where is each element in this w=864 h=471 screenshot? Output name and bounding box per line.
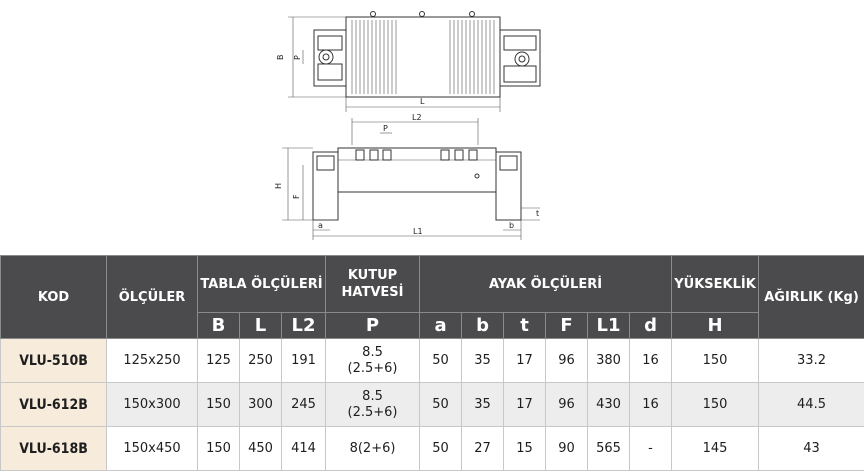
cell-L2: 245 [282, 383, 326, 427]
cell-L2: 191 [282, 339, 326, 383]
cell-P: 8(2+6) [326, 427, 420, 471]
table-row [1, 427, 864, 471]
cell-F: 90 [546, 427, 588, 471]
top-view [276, 12, 540, 113]
cell-olculer: 150x300 [107, 383, 198, 427]
cell-L1: 380 [588, 339, 630, 383]
cell-d: 16 [630, 383, 672, 427]
dim-label-b: b [509, 221, 514, 230]
cell-a: 50 [420, 339, 462, 383]
cell-P-line1: 8.5 [326, 345, 419, 361]
dim-label-L2: L2 [412, 113, 422, 122]
table-row [1, 339, 864, 383]
cell-L: 450 [240, 427, 282, 471]
cell-olculer: 150x450 [107, 427, 198, 471]
cell-b: 35 [462, 383, 504, 427]
cell-d: 16 [630, 339, 672, 383]
cell-P-line1: 8.5 [326, 389, 419, 405]
col-header-kod: KOD [1, 256, 107, 339]
spec-table [0, 255, 864, 471]
cell-H: 145 [672, 427, 759, 471]
cell-L2: 414 [282, 427, 326, 471]
dim-label-L: L [420, 97, 425, 106]
dim-label-H: H [274, 183, 283, 189]
sub-header-B: B [198, 313, 240, 339]
col-header-kutup: KUTUP HATVESİ [326, 256, 420, 313]
cell-b: 35 [462, 339, 504, 383]
dim-label-t: t [536, 209, 539, 218]
cell-L1: 565 [588, 427, 630, 471]
col-header-ayak: AYAK ÖLÇÜLERİ [420, 256, 672, 313]
dim-label-P2: P [383, 124, 388, 133]
cell-H: 150 [672, 383, 759, 427]
cell-L: 300 [240, 383, 282, 427]
cell-agirlik: 33.2 [759, 339, 864, 383]
cell-t: 17 [504, 383, 546, 427]
cell-agirlik: 44.5 [759, 383, 864, 427]
sub-header-L1: L1 [588, 313, 630, 339]
sub-header-b: b [462, 313, 504, 339]
cell-b: 27 [462, 427, 504, 471]
cell-kod: VLU-618B [1, 427, 107, 471]
col-header-agirlik: AĞIRLIK (Kg) [759, 256, 864, 339]
cell-B: 150 [198, 427, 240, 471]
sub-header-P: P [326, 313, 420, 339]
sub-header-F: F [546, 313, 588, 339]
cell-a: 50 [420, 427, 462, 471]
sub-header-L2: L2 [282, 313, 326, 339]
cell-P-line2: (2.5+6) [326, 361, 419, 377]
cell-H: 150 [672, 339, 759, 383]
col-header-yukseklik: YÜKSEKLİK [672, 256, 759, 313]
dim-label-P: P [293, 55, 302, 60]
cell-olculer: 125x250 [107, 339, 198, 383]
table-row [1, 383, 864, 427]
dim-label-B: B [276, 55, 285, 61]
cell-P-line2: (2.5+6) [326, 405, 419, 421]
col-header-olculer: ÖLÇÜLER [107, 256, 198, 339]
cell-kod: VLU-510B [1, 339, 107, 383]
cell-t: 15 [504, 427, 546, 471]
cell-B: 150 [198, 383, 240, 427]
cell-kod: VLU-612B [1, 383, 107, 427]
cell-L1: 430 [588, 383, 630, 427]
cell-B: 125 [198, 339, 240, 383]
cell-agirlik: 43 [759, 427, 864, 471]
cell-F: 96 [546, 339, 588, 383]
col-header-tabla: TABLA ÖLÇÜLERİ [198, 256, 326, 313]
side-view [274, 113, 540, 240]
cell-P [326, 383, 420, 427]
dim-label-a: a [318, 221, 323, 230]
sub-header-a: a [420, 313, 462, 339]
sub-header-H: H [672, 313, 759, 339]
dim-label-F: F [292, 194, 301, 199]
cell-a: 50 [420, 383, 462, 427]
sub-header-d: d [630, 313, 672, 339]
sub-header-t: t [504, 313, 546, 339]
cell-P [326, 339, 420, 383]
cell-d: - [630, 427, 672, 471]
dim-label-L1: L1 [413, 227, 423, 236]
cell-F: 96 [546, 383, 588, 427]
cell-t: 17 [504, 339, 546, 383]
cell-L: 250 [240, 339, 282, 383]
sub-header-L: L [240, 313, 282, 339]
